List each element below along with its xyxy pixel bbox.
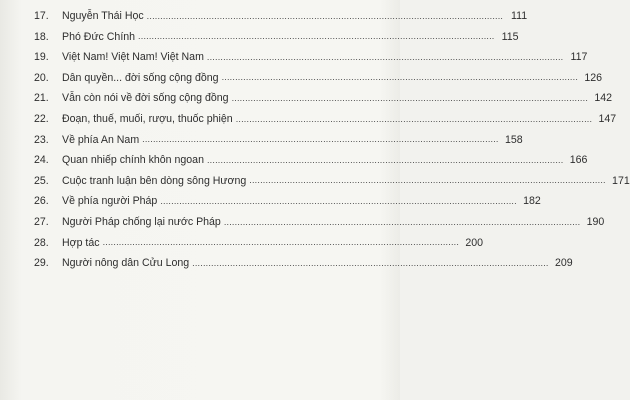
toc-entry-page: 111: [511, 10, 528, 22]
toc-entry-title: Về phía An Nam: [62, 133, 140, 146]
toc-entry: [34, 63, 603, 84]
toc-entry-page: 142: [594, 92, 613, 105]
toc-entry-page: 115: [501, 30, 519, 43]
toc-leader-dots: ....................................................................................................................................: [223, 216, 581, 227]
toc-entry: [34, 186, 541, 208]
toc-leader-dots: ....................................................................................................................................: [249, 175, 606, 186]
toc-entry-title: Phó Đức Chính: [62, 30, 136, 43]
toc-entry: [34, 125, 523, 146]
toc-entry-number: 24.: [34, 154, 49, 167]
toc-entry-page: 200: [465, 236, 484, 249]
toc-entry-page: 147: [598, 112, 617, 125]
toc-entry-title: Về phía người Pháp: [62, 195, 158, 208]
toc-entry-page: 158: [504, 133, 523, 146]
toc-entry: [34, 83, 613, 105]
toc-entry-page: 209: [554, 257, 573, 270]
toc-leader-dots: ....................................................................................................................................: [231, 92, 589, 103]
toc-entry-number: 22.: [34, 112, 49, 125]
toc-entry: [34, 207, 605, 228]
toc-entry-number: 28.: [34, 236, 49, 249]
toc-entry-number: 17.: [34, 10, 49, 22]
toc-entry-title: Vẫn còn nói về đời sống cộng đồng: [62, 92, 229, 105]
toc-entry-number: 29.: [34, 257, 49, 270]
toc-entry: [34, 22, 519, 43]
toc-entry-page: 126: [584, 71, 603, 84]
toc-entry-number: 25.: [34, 174, 49, 187]
toc-leader-dots: ....................................................................................................................................: [160, 195, 517, 206]
toc-entry-page: 166: [569, 154, 588, 167]
toc-entry-number: 21.: [34, 92, 49, 105]
toc-entry: [34, 1, 528, 22]
toc-entry-page: 117: [570, 51, 588, 64]
toc-entry-number: 26.: [34, 195, 49, 208]
toc-entry-page: 190: [586, 215, 605, 228]
toc-leader-dots: ....................................................................................................................................: [146, 10, 504, 21]
toc-entry-title: Người Pháp chống lại nước Pháp: [62, 215, 221, 228]
toc-entry-title: Đoạn, thuế, muối, rượu, thuốc phiện: [62, 112, 233, 125]
toc-entry: [34, 228, 484, 249]
toc-entry-title: Cuộc tranh luận bên dòng sông Hương: [62, 174, 247, 187]
toc-leader-dots: ....................................................................................................................................: [142, 134, 499, 145]
table-of-contents: [34, 1, 630, 270]
toc-entry-title: Người nông dân Cửu Long: [62, 257, 190, 270]
toc-entry-number: 18.: [34, 30, 49, 43]
toc-leader-dots: ....................................................................................................................................: [138, 31, 495, 42]
toc-entry-title: Quan nhiếp chính khôn ngoan: [62, 154, 204, 167]
toc-entry-title: Nguyễn Thái Học: [62, 10, 144, 22]
toc-leader-dots: ....................................................................................................................................: [221, 72, 579, 83]
toc-entry: [34, 145, 588, 167]
toc-leader-dots: ....................................................................................................................................: [102, 237, 460, 248]
toc-leader-dots: ....................................................................................................................................: [206, 51, 564, 62]
toc-entry-title: Dân quyền... đời sống cộng đồng: [62, 71, 219, 84]
toc-entry-title: Hợp tác: [62, 236, 100, 249]
toc-leader-dots: ....................................................................................................................................: [206, 154, 564, 165]
toc-entry-number: 20.: [34, 71, 49, 84]
toc-entry-page: 171: [612, 174, 630, 187]
toc-entry: [34, 166, 630, 187]
toc-entry-number: 19.: [34, 51, 49, 64]
toc-entry-number: 27.: [34, 215, 49, 228]
toc-leader-dots: ....................................................................................................................................: [192, 257, 549, 268]
toc-entry-page: 182: [523, 195, 541, 208]
toc-entry: [34, 42, 588, 64]
toc-entry-number: 23.: [34, 133, 49, 146]
toc-entry-title: Việt Nam! Việt Nam! Việt Nam: [62, 51, 204, 64]
toc-entry: [34, 104, 617, 125]
toc-leader-dots: ....................................................................................................................................: [235, 113, 593, 124]
toc-entry: [34, 248, 573, 270]
